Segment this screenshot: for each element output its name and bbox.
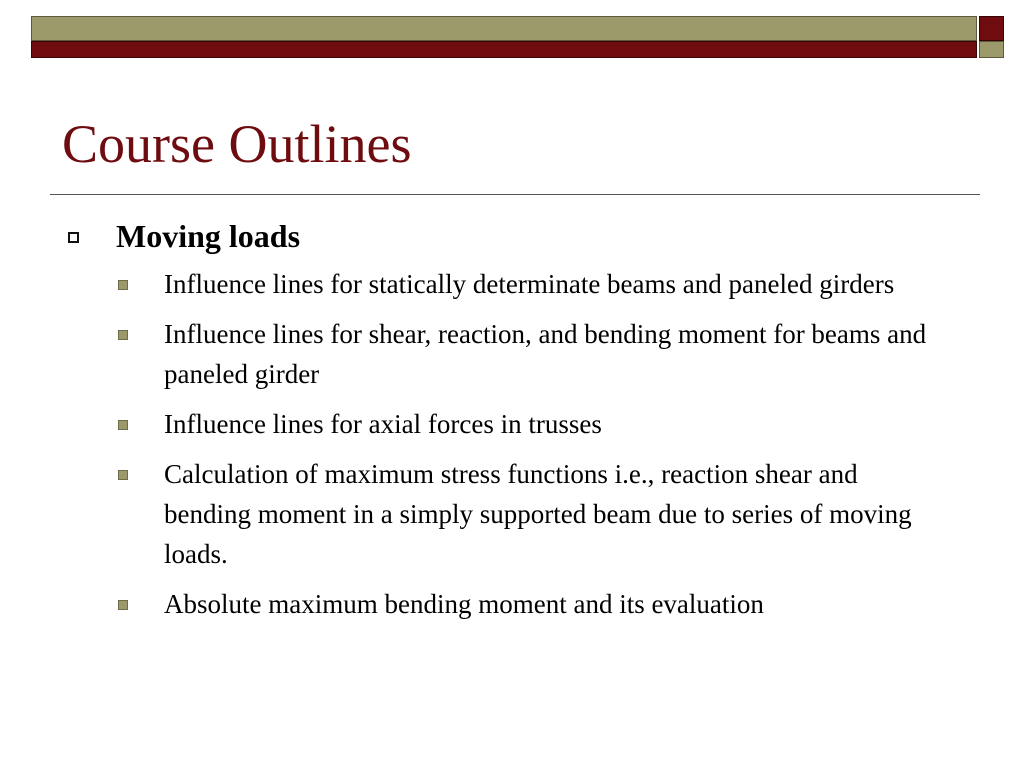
sub-bullet-text: Absolute maximum bending moment and its evaluation [164, 589, 764, 619]
title-divider [50, 194, 980, 195]
square-bullet-icon [118, 420, 128, 430]
header-band-maroon [31, 41, 977, 58]
bullet-heading [0, 214, 1024, 258]
sub-bullet [0, 404, 934, 444]
slide-title: Course Outlines [62, 114, 412, 174]
sub-bullet [0, 454, 934, 574]
sub-bullet [0, 584, 934, 624]
square-bullet-icon [118, 330, 128, 340]
sub-bullet-text: Influence lines for statically determinate beams and paneled girders [164, 269, 895, 299]
square-bullet-icon [118, 600, 128, 610]
header-band-olive [31, 16, 977, 41]
bullet-heading-text: Moving loads [116, 218, 301, 254]
square-bullet-icon [118, 280, 128, 290]
header-square-olive [979, 41, 1004, 58]
sub-bullet [0, 264, 934, 304]
sub-bullet-text: Calculation of maximum stress functions i.e., reaction shear and bending moment in a simply supported beam due to series of moving loads. [164, 459, 912, 569]
sub-bullet-text: Influence lines for axial forces in trusses [164, 409, 602, 439]
slide-content [0, 214, 1024, 634]
hollow-square-bullet-icon [68, 232, 79, 243]
sub-bullet-text: Influence lines for shear, reaction, and bending moment for beams and paneled girder [164, 319, 927, 389]
square-bullet-icon [118, 470, 128, 480]
header-square-maroon [979, 16, 1004, 41]
sub-bullet [0, 314, 934, 394]
